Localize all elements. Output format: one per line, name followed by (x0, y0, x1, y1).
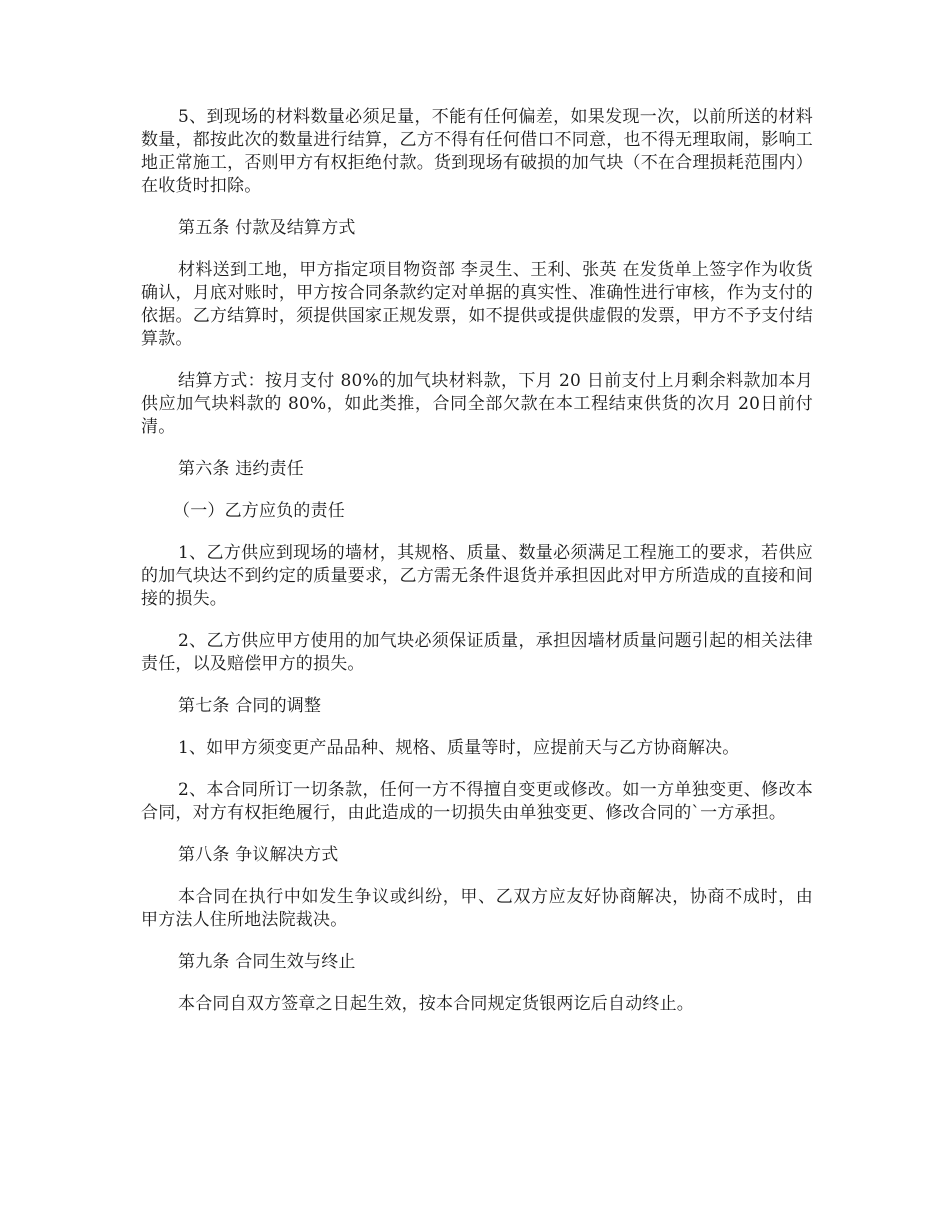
article5-title: 第五条 付款及结算方式 (178, 218, 356, 238)
article7-title: 第七条 合同的调整 (178, 696, 322, 716)
clause5-item5: 5、到现场的材料数量必须足量，不能有任何偏差，如果发现一次，以前所送的材料数量，都按此次的数量进行结算，乙方不得有任何借口不同意，也不得无理取闹，影响工地正常施工，否则甲方有权拒绝付款。货到现场有破损的加气块（不在合理损耗范围内）在收货时扣除。 (141, 107, 813, 196)
article9-title: 第九条 合同生效与终止 (178, 952, 356, 972)
article7-item-1: 1、如甲方须变更产品品种、规格、质量等时，应提前天与乙方协商解决。 (178, 738, 740, 758)
article6-item-1: 1、乙方供应到现场的墙材，其规格、质量、数量必须满足工程施工的要求，若供应的加气块达不到约定的质量要求，乙方需无条件退货并承担因此对甲方所造成的直接和间接的损失。 (141, 543, 813, 609)
article5-paragraph-2: 结算方式：按月支付 80%的加气块材料款，下月 20 日前支付上月剩余料款加本月供应加气块料款的 80%，如此类推，合同全部欠款在本工程结束供货的次月 20日前付清。 (141, 371, 813, 437)
article9-paragraph-1: 本合同自双方签章之日起生效，按本合同规定货银两讫后自动终止。 (178, 994, 694, 1014)
contract-page (141, 106, 813, 1035)
article7-item-2: 2、本合同所订一切条款，任何一方不得擅自变更或修改。如一方单独变更、修改本合同，对方有权拒绝履行，由此造成的一切损失由单独变更、修改合同的`一方承担。 (141, 780, 813, 823)
article6-subtitle: （一）乙方应负的责任 (173, 501, 345, 521)
article6-item-2: 2、乙方供应甲方使用的加气块必须保证质量，承担因墙材质量问题引起的相关法律责任，以及赔偿甲方的损失。 (141, 631, 813, 674)
article6-title: 第六条 违约责任 (178, 459, 305, 479)
article8-paragraph-1: 本合同在执行中如发生争议或纠纷，甲、乙双方应友好协商解决，协商不成时，由甲方法人住所地法院裁决。 (141, 887, 813, 930)
article8-title: 第八条 争议解决方式 (178, 845, 339, 865)
article5-paragraph-1: 材料送到工地，甲方指定项目物资部 李灵生、王利、张英 在发货单上签字作为收货确认，月底对账时，甲方按合同条款约定对单据的真实性、准确性进行审核，作为支付的依据。乙方结算时，须提供国家正规发票，如不提供或提供虚假的发票，甲方不予支付结算款。 (141, 260, 813, 349)
